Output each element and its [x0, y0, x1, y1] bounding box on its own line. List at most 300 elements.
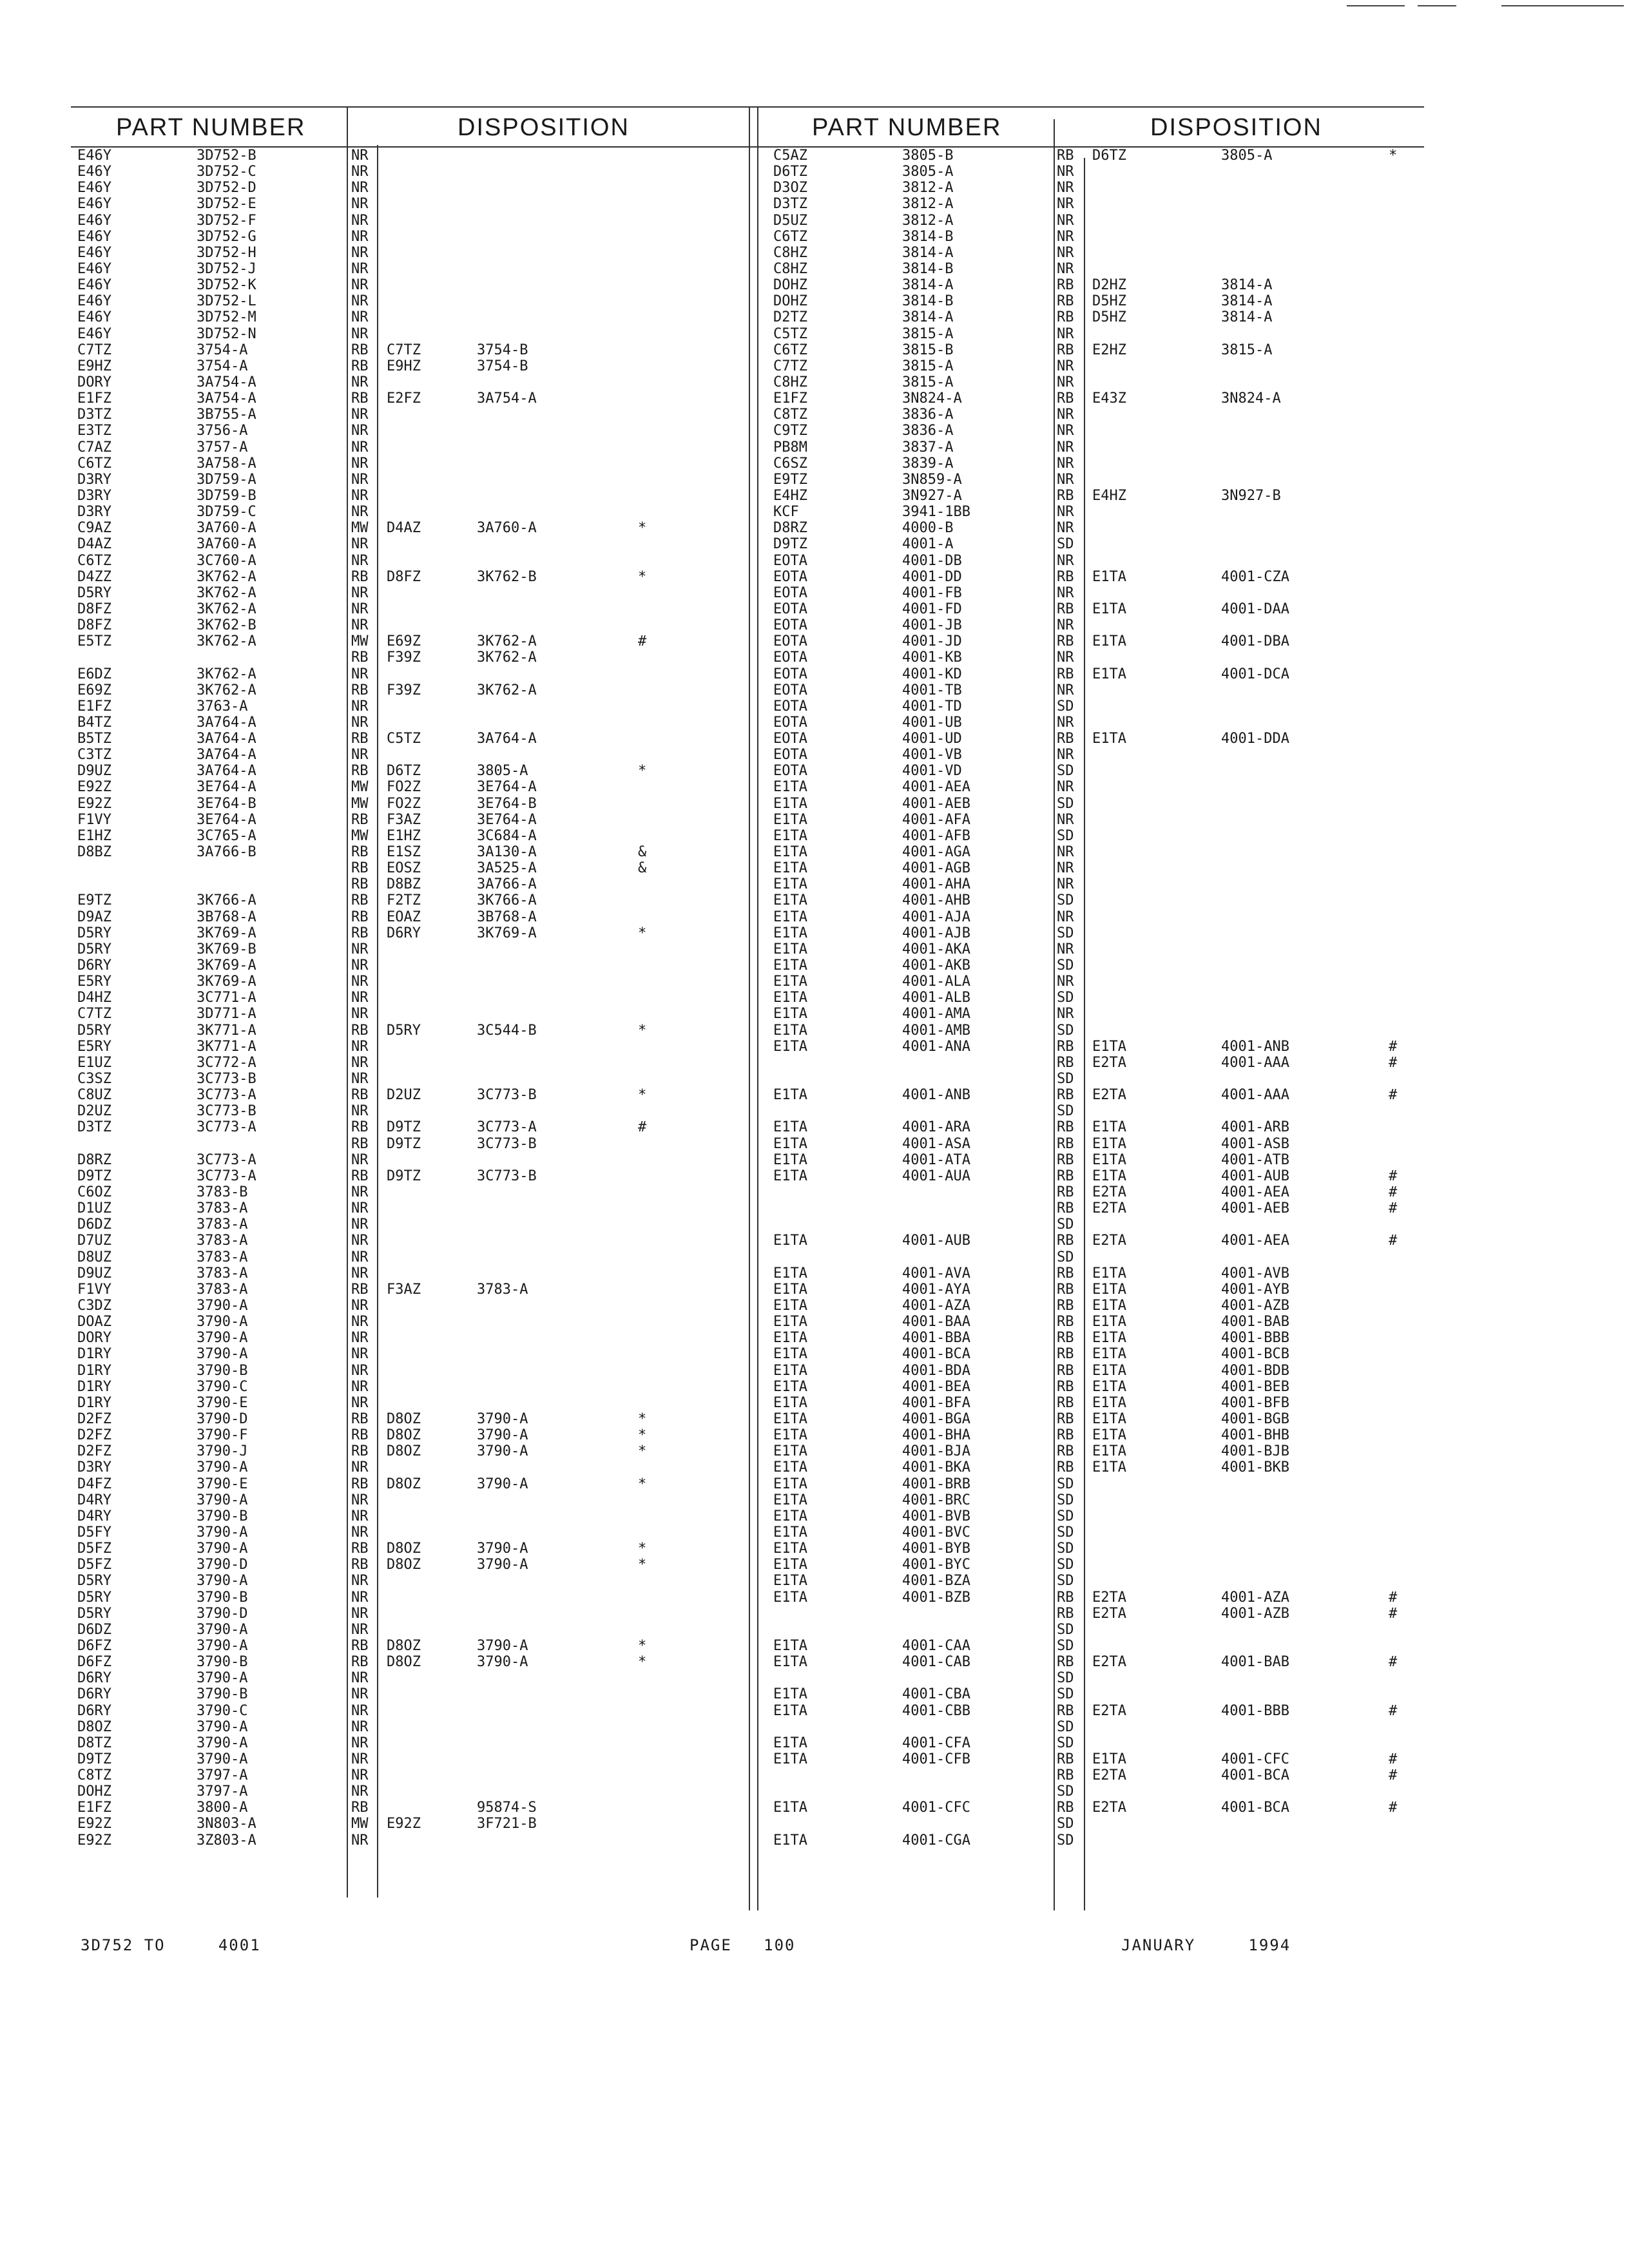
part-number: 4001-BGA — [902, 1410, 970, 1427]
disposition-code: NR — [351, 1524, 369, 1541]
flag: # — [638, 1119, 647, 1136]
part-number: 3790-B — [197, 1508, 248, 1524]
model-code: D5RY — [77, 1573, 111, 1590]
replacement-model: E4HZ — [1092, 487, 1126, 504]
table-row — [71, 1363, 760, 1379]
part-number: 3K762-A — [197, 568, 256, 585]
replacement-part: 4001-AEB — [1221, 1200, 1289, 1217]
replacement-model: E1TA — [1092, 1443, 1126, 1460]
disposition-code: NR — [1057, 860, 1074, 877]
table-row — [71, 698, 760, 715]
right-disposition-heading: DISPOSITION — [1150, 114, 1322, 141]
model-code: D6RY — [77, 957, 111, 974]
part-number: 3K762-A — [197, 601, 256, 617]
model-code: D3RY — [77, 504, 111, 521]
table-row — [71, 649, 760, 666]
disposition-code: RB — [1057, 1265, 1074, 1282]
disposition-code: RB — [351, 1281, 369, 1298]
replacement-model: E69Z — [387, 633, 421, 650]
part-number: 3A764-A — [197, 714, 256, 731]
disposition-code: NR — [1057, 471, 1074, 488]
part-number: 4001-BVC — [902, 1524, 970, 1541]
table-row — [757, 569, 1424, 585]
disposition-code: RB — [1057, 1394, 1074, 1411]
part-number: 3D752-N — [197, 325, 256, 342]
replacement-part: 4001-CFC — [1221, 1751, 1289, 1767]
table-row — [71, 326, 760, 342]
model-code: E1TA — [773, 1378, 807, 1395]
disposition-code: NR — [351, 1783, 369, 1800]
replacement-model: D5RY — [387, 1022, 421, 1039]
table-row — [71, 1249, 760, 1265]
model-code: D2FZ — [77, 1427, 111, 1444]
table-row — [71, 828, 760, 844]
part-number: 3E764-A — [197, 811, 256, 828]
part-number: 4001-TB — [902, 682, 962, 698]
disposition-code: RB — [1057, 568, 1074, 585]
replacement-part: 4001-CZA — [1221, 568, 1289, 585]
part-number: 3812-A — [902, 196, 954, 213]
disposition-code: NR — [351, 1054, 369, 1071]
part-number: 3754-A — [197, 341, 248, 358]
disposition-code: RB — [1057, 341, 1074, 358]
disposition-code: RB — [351, 1637, 369, 1654]
part-number: 3K766-A — [197, 892, 256, 909]
part-number: 3A754-A — [197, 374, 256, 390]
table-row — [757, 1541, 1424, 1557]
model-code: EOTA — [773, 552, 807, 569]
model-code: D9AZ — [77, 908, 111, 925]
replacement-model: F2TZ — [387, 892, 421, 909]
footer-date — [1121, 1936, 1291, 1954]
part-number: 3754-A — [197, 358, 248, 374]
table-row — [757, 925, 1424, 941]
model-code: E1TA — [773, 1119, 807, 1136]
model-code: EOTA — [773, 682, 807, 698]
disposition-code: RB — [1057, 1330, 1074, 1347]
disposition-code: RB — [351, 1410, 369, 1427]
model-code: F1VY — [77, 811, 111, 828]
disposition-code: NR — [351, 374, 369, 390]
replacement-part: 3A764-A — [477, 731, 537, 747]
part-number: 4001-BAA — [902, 1314, 970, 1331]
table-row — [71, 423, 760, 439]
model-code: EOTA — [773, 568, 807, 585]
table-row — [757, 196, 1424, 212]
flag: * — [638, 1443, 647, 1460]
replacement-model: D8OZ — [387, 1637, 421, 1654]
table-row — [71, 1816, 760, 1832]
disposition-code: NR — [351, 957, 369, 974]
table-row — [757, 326, 1424, 342]
replacement-model: E2FZ — [387, 390, 421, 407]
part-number: 3790-C — [197, 1378, 248, 1395]
model-code: D3OZ — [773, 180, 807, 197]
replacement-part: 4001-ATB — [1221, 1151, 1289, 1168]
left-disposition-heading: DISPOSITION — [458, 114, 630, 141]
model-code: D1RY — [77, 1346, 111, 1363]
model-code: E92Z — [77, 1832, 111, 1849]
model-code: C8HZ — [773, 260, 807, 277]
disposition-code: NR — [351, 1573, 369, 1590]
scan-mark — [1418, 5, 1456, 6]
disposition-code: RB — [1057, 390, 1074, 407]
table-row — [71, 164, 760, 180]
part-number: 3D752-E — [197, 196, 256, 213]
part-number: 3783-A — [197, 1281, 248, 1298]
disposition-code: RB — [1057, 1233, 1074, 1249]
disposition-code: RB — [351, 341, 369, 358]
table-row — [71, 1573, 760, 1589]
replacement-model: E1TA — [1092, 1265, 1126, 1282]
disposition-code: NR — [351, 1071, 369, 1088]
replacement-model: F3AZ — [387, 811, 421, 828]
replacement-model: E1TA — [1092, 1281, 1126, 1298]
flag: * — [638, 763, 647, 780]
replacement-part: 4001-AYB — [1221, 1281, 1289, 1298]
replacement-part: 4001-AUB — [1221, 1168, 1289, 1184]
disposition-code: RB — [1057, 1054, 1074, 1071]
table-row — [71, 666, 760, 682]
model-code: EOTA — [773, 714, 807, 731]
model-code: D8FZ — [77, 617, 111, 634]
disposition-code: NR — [1057, 260, 1074, 277]
disposition-code: RB — [351, 1022, 369, 1039]
disposition-code: RB — [351, 731, 369, 747]
disposition-code: MW — [351, 827, 369, 844]
left-column — [71, 106, 760, 1849]
disposition-code: NR — [351, 1006, 369, 1023]
part-number: 3A754-A — [197, 390, 256, 407]
replacement-part: 4001-BAB — [1221, 1654, 1289, 1671]
part-number: 4001-AKB — [902, 957, 970, 974]
table-row — [757, 812, 1424, 828]
part-number: 3783-B — [197, 1184, 248, 1200]
disposition-code: RB — [1057, 1119, 1074, 1136]
model-code: E1TA — [773, 925, 807, 941]
disposition-code: RB — [351, 811, 369, 828]
table-row — [757, 1006, 1424, 1022]
table-row — [757, 1751, 1424, 1767]
model-code: D3TZ — [773, 196, 807, 213]
table-row — [71, 1330, 760, 1346]
disposition-code: NR — [351, 1670, 369, 1687]
replacement-part: 3E764-A — [477, 779, 537, 796]
model-code: D5RY — [77, 584, 111, 601]
model-code: D8UZ — [77, 1249, 111, 1265]
flag: # — [1389, 1751, 1398, 1767]
part-number: 3C773-A — [197, 1168, 256, 1184]
model-code: D6RY — [77, 1686, 111, 1703]
model-code: DOHZ — [773, 293, 807, 310]
part-number: 4001-AHA — [902, 876, 970, 893]
part-number: 3E764-A — [197, 779, 256, 796]
disposition-code: RB — [1057, 148, 1074, 164]
part-number: 3D752-F — [197, 212, 256, 229]
model-code: D3RY — [77, 487, 111, 504]
model-code: C8TZ — [773, 407, 807, 423]
replacement-part: 3805-A — [1221, 148, 1273, 164]
model-code: E46Y — [77, 212, 111, 229]
disposition-code: RB — [351, 568, 369, 585]
part-number: 4001-FB — [902, 584, 962, 601]
flag: * — [638, 520, 647, 537]
part-number: 3790-A — [197, 1751, 248, 1767]
disposition-code: NR — [351, 471, 369, 488]
part-number: 3K762-A — [197, 633, 256, 650]
part-number: 4001-BFA — [902, 1394, 970, 1411]
part-number: 3790-A — [197, 1314, 248, 1331]
table-row — [71, 1524, 760, 1541]
table-row — [71, 633, 760, 649]
model-code: E1TA — [773, 957, 807, 974]
model-code: E46Y — [77, 260, 111, 277]
table-row — [757, 1249, 1424, 1265]
disposition-code: NR — [1057, 779, 1074, 796]
disposition-code: RB — [351, 844, 369, 861]
replacement-model: D2HZ — [1092, 277, 1126, 294]
part-number: 3790-A — [197, 1735, 248, 1751]
replacement-model: E1HZ — [387, 827, 421, 844]
disposition-code: SD — [1057, 698, 1074, 715]
part-number: 4001-KD — [902, 666, 962, 682]
model-code: D8BZ — [77, 844, 111, 861]
model-code: F1VY — [77, 1281, 111, 1298]
left-table — [71, 148, 760, 1849]
disposition-code: NR — [1057, 504, 1074, 521]
model-code: E1TA — [773, 1233, 807, 1249]
table-row — [71, 504, 760, 520]
table-row — [757, 649, 1424, 666]
replacement-model: D2UZ — [387, 1087, 421, 1104]
model-code: E92Z — [77, 779, 111, 796]
disposition-code: NR — [351, 941, 369, 957]
part-number: 3836-A — [902, 407, 954, 423]
footer-year: 1994 — [1248, 1936, 1291, 1954]
disposition-code: NR — [351, 747, 369, 764]
model-code: E1TA — [773, 1006, 807, 1023]
replacement-model: E1TA — [1092, 568, 1126, 585]
disposition-code: SD — [1057, 925, 1074, 941]
model-code: D4RY — [77, 1508, 111, 1524]
table-row — [757, 1119, 1424, 1135]
part-number: 3790-A — [197, 1670, 248, 1687]
part-number: 3814-B — [902, 293, 954, 310]
replacement-part: 3N824-A — [1221, 390, 1281, 407]
disposition-code: SD — [1057, 1071, 1074, 1088]
part-number: 3814-B — [902, 260, 954, 277]
replacement-model: E1TA — [1092, 1297, 1126, 1314]
model-code: E9TZ — [773, 471, 807, 488]
part-number: 3790-A — [197, 1492, 248, 1508]
model-code: DOAZ — [77, 1314, 111, 1331]
table-row — [757, 229, 1424, 245]
replacement-part: 3C684-A — [477, 827, 537, 844]
table-row — [757, 844, 1424, 860]
model-code: C8TZ — [77, 1767, 111, 1784]
model-code: C9TZ — [773, 423, 807, 439]
replacement-model: D8OZ — [387, 1541, 421, 1557]
part-number: 4001-ANB — [902, 1087, 970, 1104]
part-number: 3815-A — [902, 374, 954, 390]
table-row — [71, 941, 760, 957]
model-code: D5RY — [77, 1605, 111, 1622]
table-row — [757, 666, 1424, 682]
replacement-part: 4001-AEA — [1221, 1233, 1289, 1249]
model-code: D8RZ — [773, 520, 807, 537]
table-row — [71, 439, 760, 456]
table-row — [71, 1119, 760, 1135]
replacement-model: E2TA — [1092, 1702, 1126, 1719]
disposition-code: NR — [1057, 439, 1074, 456]
table-row — [757, 1719, 1424, 1735]
flag: # — [1389, 1184, 1398, 1200]
table-row — [71, 974, 760, 990]
disposition-code: SD — [1057, 763, 1074, 780]
part-number: 3783-A — [197, 1200, 248, 1217]
disposition-code: RB — [351, 1557, 369, 1573]
part-number: 3K769-A — [197, 974, 256, 990]
part-number: 3800-A — [197, 1800, 248, 1816]
table-row — [71, 456, 760, 472]
model-code: E1TA — [773, 1135, 807, 1152]
disposition-code: SD — [1057, 1022, 1074, 1039]
replacement-model: D6TZ — [387, 763, 421, 780]
model-code: E1TA — [773, 908, 807, 925]
model-code: E1TA — [773, 779, 807, 796]
part-number: 3790-A — [197, 1637, 248, 1654]
replacement-model: D8FZ — [387, 568, 421, 585]
model-code: D7UZ — [77, 1233, 111, 1249]
center-divider — [749, 106, 750, 1910]
part-number: 4001-AZA — [902, 1297, 970, 1314]
replacement-model: E1TA — [1092, 1135, 1126, 1152]
model-code: D2TZ — [773, 309, 807, 326]
disposition-code: NR — [351, 423, 369, 439]
model-code: D3TZ — [77, 1119, 111, 1136]
replacement-part: 4001-BCA — [1221, 1800, 1289, 1816]
table-row — [757, 504, 1424, 520]
model-code: PB8M — [773, 439, 807, 456]
left-code-divider — [377, 145, 378, 1898]
disposition-code: SD — [1057, 1541, 1074, 1557]
replacement-part: 4001-BBB — [1221, 1330, 1289, 1347]
table-row — [71, 1703, 760, 1719]
disposition-code: NR — [351, 666, 369, 682]
disposition-code: RB — [351, 908, 369, 925]
flag: # — [1389, 1168, 1398, 1184]
table-row — [757, 1071, 1424, 1087]
model-code: EOTA — [773, 731, 807, 747]
table-row — [71, 1557, 760, 1573]
part-number: 4001-ALA — [902, 974, 970, 990]
model-code: E1TA — [773, 974, 807, 990]
model-code: E1TA — [773, 1492, 807, 1508]
replacement-part: 3754-B — [477, 341, 528, 358]
replacement-part: 3A766-A — [477, 876, 537, 893]
disposition-code: NR — [351, 504, 369, 521]
part-number: 3D752-C — [197, 164, 256, 180]
part-number: 4001-DD — [902, 568, 962, 585]
table-row — [757, 1233, 1424, 1249]
model-code: D6FZ — [77, 1637, 111, 1654]
table-row — [757, 941, 1424, 957]
model-code: E9TZ — [77, 892, 111, 909]
replacement-model: E1TA — [1092, 1410, 1126, 1427]
model-code: D8TZ — [77, 1735, 111, 1751]
table-row — [757, 1152, 1424, 1168]
disposition-code: NR — [1057, 974, 1074, 990]
table-row — [757, 1314, 1424, 1330]
replacement-model: E1TA — [1092, 1168, 1126, 1184]
replacement-part: 3754-B — [477, 358, 528, 374]
disposition-code: RB — [1057, 1410, 1074, 1427]
flag: * — [638, 1410, 647, 1427]
disposition-code: NR — [351, 1735, 369, 1751]
table-row — [71, 1800, 760, 1816]
disposition-code: NR — [351, 1216, 369, 1233]
model-code: EOTA — [773, 763, 807, 780]
part-number: 3790-D — [197, 1410, 248, 1427]
disposition-code: RB — [1057, 1702, 1074, 1719]
model-code: C3DZ — [77, 1297, 111, 1314]
model-code: D8RZ — [77, 1151, 111, 1168]
disposition-code: NR — [1057, 941, 1074, 957]
disposition-code: NR — [351, 1184, 369, 1200]
replacement-model: D6RY — [387, 925, 421, 941]
part-number: 3805-B — [902, 148, 954, 164]
part-number: 4001-CBA — [902, 1686, 970, 1703]
table-row — [71, 715, 760, 731]
table-row — [71, 1411, 760, 1427]
part-number: 3814-B — [902, 228, 954, 245]
replacement-model: E2TA — [1092, 1654, 1126, 1671]
table-row — [71, 1395, 760, 1411]
table-row — [71, 1282, 760, 1298]
part-number: 4001-ARA — [902, 1119, 970, 1136]
replacement-part: 3C773-A — [477, 1119, 537, 1136]
table-row — [757, 1783, 1424, 1800]
table-row — [757, 293, 1424, 309]
disposition-code: RB — [1057, 1362, 1074, 1379]
replacement-part: 4001-BFB — [1221, 1394, 1289, 1411]
replacement-model: E1TA — [1092, 666, 1126, 682]
replacement-part: 4001-ASB — [1221, 1135, 1289, 1152]
model-code: E1TA — [773, 1038, 807, 1055]
table-row — [71, 1832, 760, 1849]
table-row — [757, 617, 1424, 633]
disposition-code: NR — [351, 487, 369, 504]
disposition-code: RB — [1057, 1200, 1074, 1217]
table-row — [757, 1427, 1424, 1443]
table-row — [71, 1265, 760, 1282]
model-code: D4HZ — [77, 990, 111, 1006]
table-row — [71, 1767, 760, 1783]
table-row — [71, 601, 760, 617]
replacement-model: F39Z — [387, 682, 421, 698]
replacement-model: E1TA — [1092, 1151, 1126, 1168]
disposition-code: RB — [1057, 1427, 1074, 1444]
replacement-part: 3805-A — [477, 763, 528, 780]
disposition-code: NR — [1057, 164, 1074, 180]
table-row — [71, 1152, 760, 1168]
right-table — [757, 148, 1424, 1849]
footer-page — [689, 1936, 796, 1954]
part-number: 3756-A — [197, 423, 248, 439]
disposition-code: NR — [351, 1378, 369, 1395]
replacement-part: 3A525-A — [477, 860, 537, 877]
model-code: B5TZ — [77, 731, 111, 747]
